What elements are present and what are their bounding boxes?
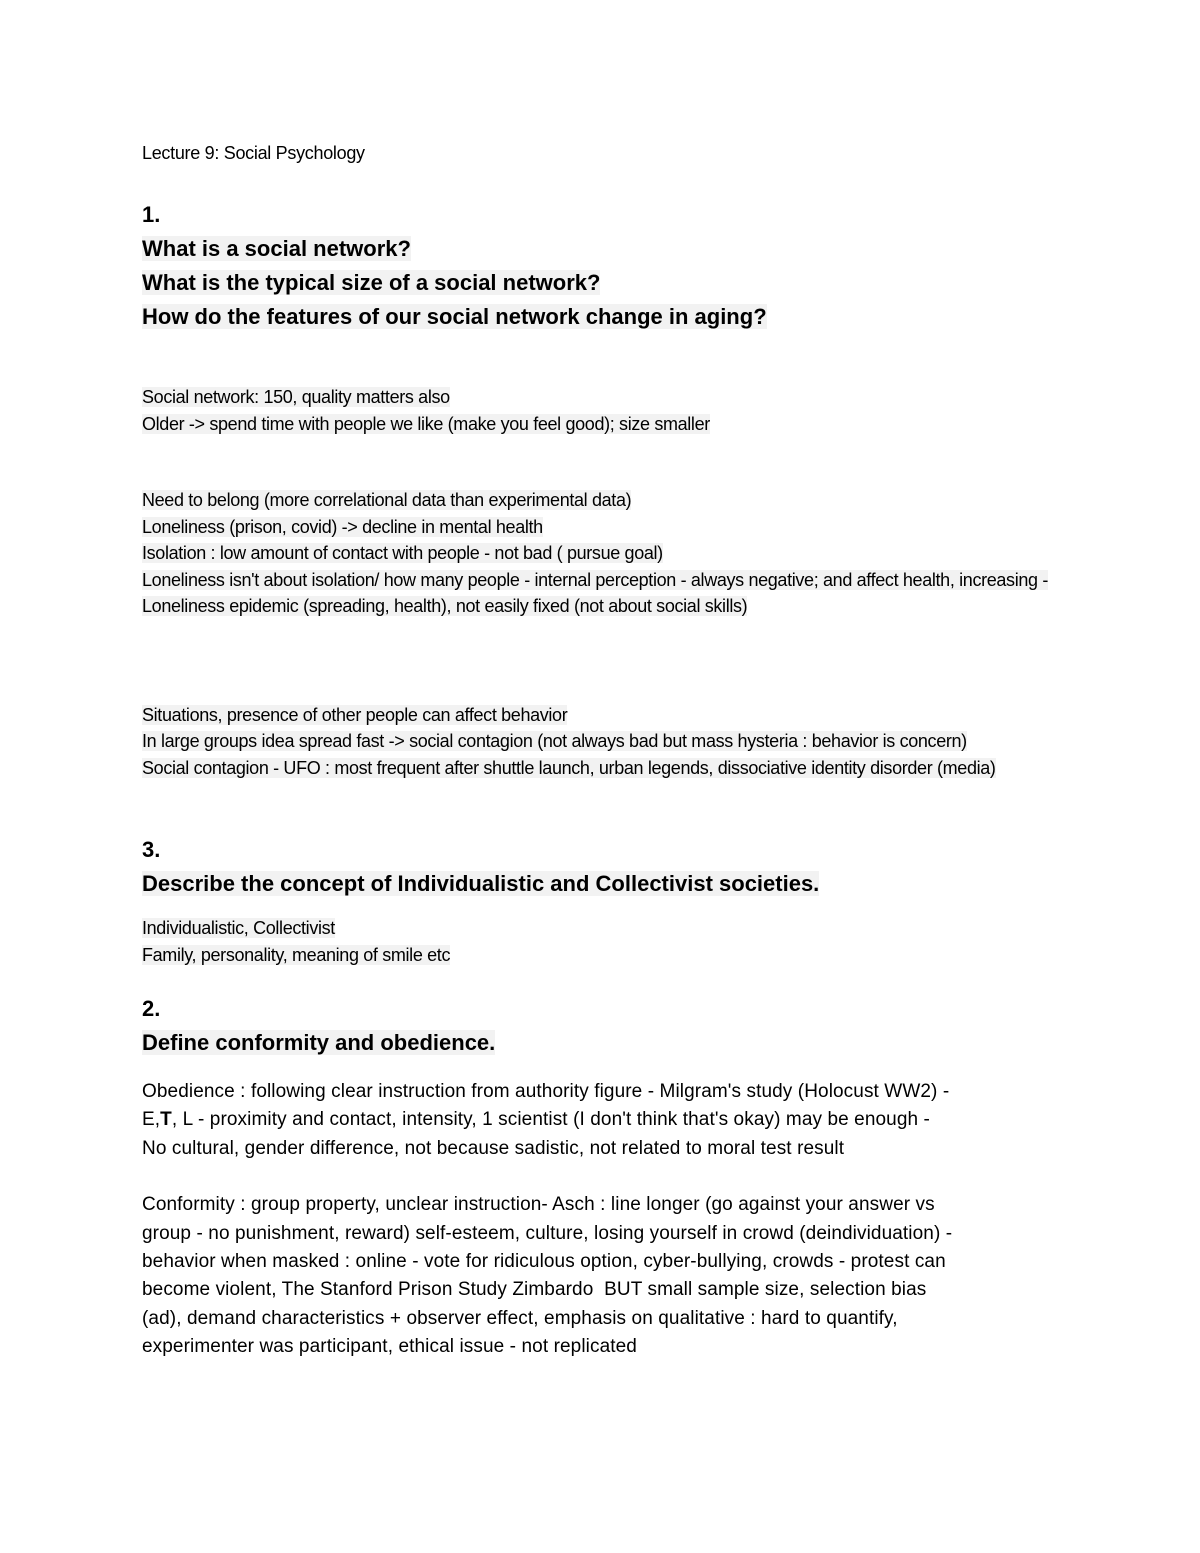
note-line: Isolation : low amount of contact with people - not bad ( pursue goal) [142, 543, 663, 563]
spacer [142, 901, 1200, 915]
spacer [142, 437, 1200, 487]
note-line: In large groups idea spread fast -> social contagion (not always bad but mass hysteria : behavior is concern) [142, 731, 967, 751]
note-line: Loneliness (prison, covid) -> decline in mental health [142, 516, 543, 537]
section-1-question-1: What is a social network? [142, 236, 411, 261]
section-3-question: Describe the concept of Individualistic and Collectivist societies. [142, 871, 820, 896]
spacer [142, 1163, 1200, 1191]
section-1-question-2: What is the typical size of a social network? [142, 270, 601, 295]
spacer [142, 620, 1200, 702]
section-1-number: 1. [142, 202, 161, 227]
section-3-number: 3. [142, 837, 161, 862]
note-line: Loneliness isn't about isolation/ how many people - internal perception - always negative; and affect health, increasing - [142, 569, 1048, 590]
section-2-question: Define conformity and obedience. [142, 1030, 496, 1055]
spacer [142, 968, 1200, 992]
spacer [142, 334, 1200, 384]
note-line: Social contagion - UFO : most frequent after shuttle launch, urban legends, dissociative identity disorder (media) [142, 757, 996, 778]
section-2-number: 2. [142, 996, 161, 1021]
note-line: Social network: 150, quality matters also [142, 387, 450, 407]
obedience-line-2: E,T, L - proximity and contact, intensity, 1 scientist (I don't think that's okay) may be enough - [142, 1109, 930, 1131]
note-line: Individualistic, Collectivist [142, 918, 335, 938]
spacer [142, 166, 1200, 198]
conformity-paragraph: Conformity : group property, unclear instruction- Asch : line longer (go against your answer vs group - no punishment, reward) self-esteem, culture, losing yourself in crowd (deindividuation) - behavior when masked : online - vote for ridiculous option, cyber-bullying, crowds - protest can become violent, The Stanford Prison Study Zimbardo BUT small sample size, selection bias (ad), demand characteristics + observer effect, emphasis on qualitative : hard to quantify, experimenter was participant, ethical issue - not replicated [142, 1194, 953, 1358]
document-title: Lecture 9: Social Psychology [142, 143, 365, 163]
note-line: Need to belong (more correlational data than experimental data) [142, 490, 632, 510]
spacer [142, 781, 1200, 833]
section-1-question-3: How do the features of our social network change in aging? [142, 304, 767, 329]
document-body [142, 140, 1200, 1362]
obedience-paragraph: Obedience : following clear instruction from authority figure - Milgram's study (Holocust WW2) - E,T, L - proximity and contact, intensity, 1 scientist (I don't think that's okay) may be enough - No cultural, gender difference, not because sadistic, not related to moral test result [142, 1078, 1200, 1163]
spacer [142, 1060, 1200, 1078]
note-line: Family, personality, meaning of smile etc [142, 944, 451, 965]
note-line: Older -> spend time with people we like (make you feel good); size smaller [142, 413, 710, 434]
note-line: Situations, presence of other people can affect behavior [142, 704, 568, 725]
note-line: Loneliness epidemic (spreading, health), not easily fixed (not about social skills) [142, 596, 748, 616]
